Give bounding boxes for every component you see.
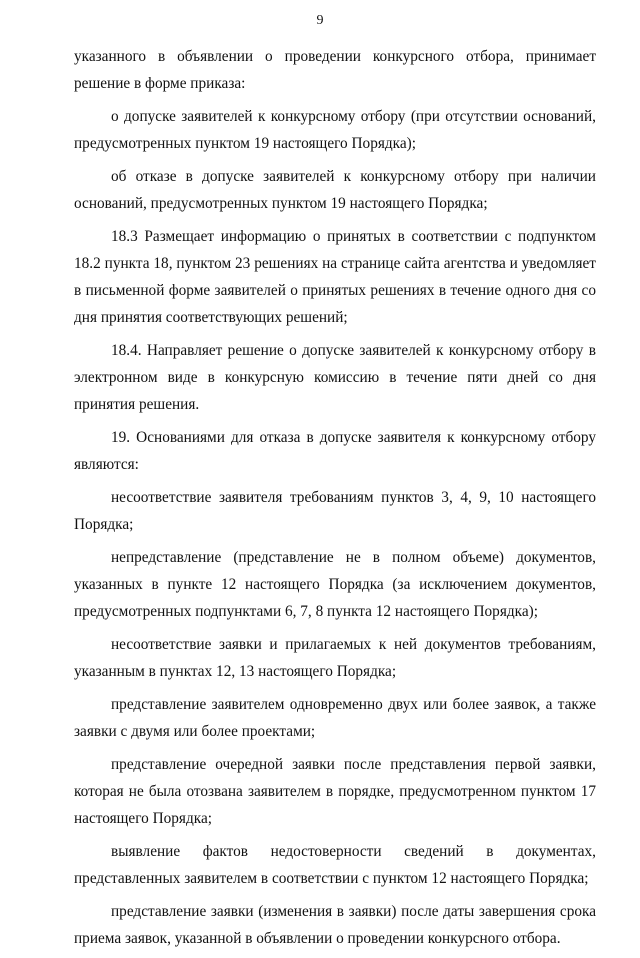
paragraph-18-4: 18.4. Направляет решение о допуске заявителей к конкурсному отбору в электронном виде в конкурсную комиссию в течение пяти дней со дня принятия решения. [74,342,596,413]
list-item-nonconformity: несоответствие заявки и прилагаемых к ней документов требованиям, указанным в пунктах 12, 13 настоящего Порядка; [74,636,596,680]
list-item-next-application: представление очередной заявки после представления первой заявки, которая не была отозвана заявителем в порядке, предусмотренном пунктом 17 настоящего Порядка; [74,756,596,827]
list-item-requirements: несоответствие заявителя требованиям пунктов 3, 4, 9, 10 настоящего Порядка; [74,489,596,533]
paragraph-refusal: об отказе в допуске заявителей к конкурсному отбору при наличии оснований, предусмотренных пунктом 19 настоящего Порядка; [74,168,596,212]
list-item-late-application: представление заявки (изменения в заявки) после даты завершения срока приема заявок, указанной в объявлении о проведении конкурсного отбора. [74,903,596,947]
list-item-multiple-applications: представление заявителем одновременно двух или более заявок, а также заявки с двумя или более проектами; [74,696,596,740]
paragraph-admission: о допуске заявителей к конкурсному отбору (при отсутствии оснований, предусмотренных пунктом 19 настоящего Порядка); [74,108,596,152]
paragraph-continuation: указанного в объявлении о проведении конкурсного отбора, принимает решение в форме приказа: [74,48,596,92]
paragraph-18-3: 18.3 Размещает информацию о принятых в соответствии с подпунктом 18.2 пункта 18, пунктом 23 решениях на странице сайта агентства и уведомляет в письменной форме заявителей о принятых решениях в течение одного дня со дня принятия соответствующих решений; [74,228,596,326]
document-body [74,43,596,958]
list-item-false-info: выявление фактов недостоверности сведений в документах, представленных заявителем в соответствии с пунктом 12 настоящего Порядка; [74,843,596,887]
paragraph-19: 19. Основаниями для отказа в допуске заявителя к конкурсному отбору являются: [74,429,596,473]
list-item-documents: непредставление (представление не в полном объеме) документов, указанных в пункте 12 настоящего Порядка (за исключением документов, предусмотренных подпунктами 6, 7, 8 пункта 12 настоящего Порядка); [74,549,596,620]
page-number: 9 [316,13,324,28]
